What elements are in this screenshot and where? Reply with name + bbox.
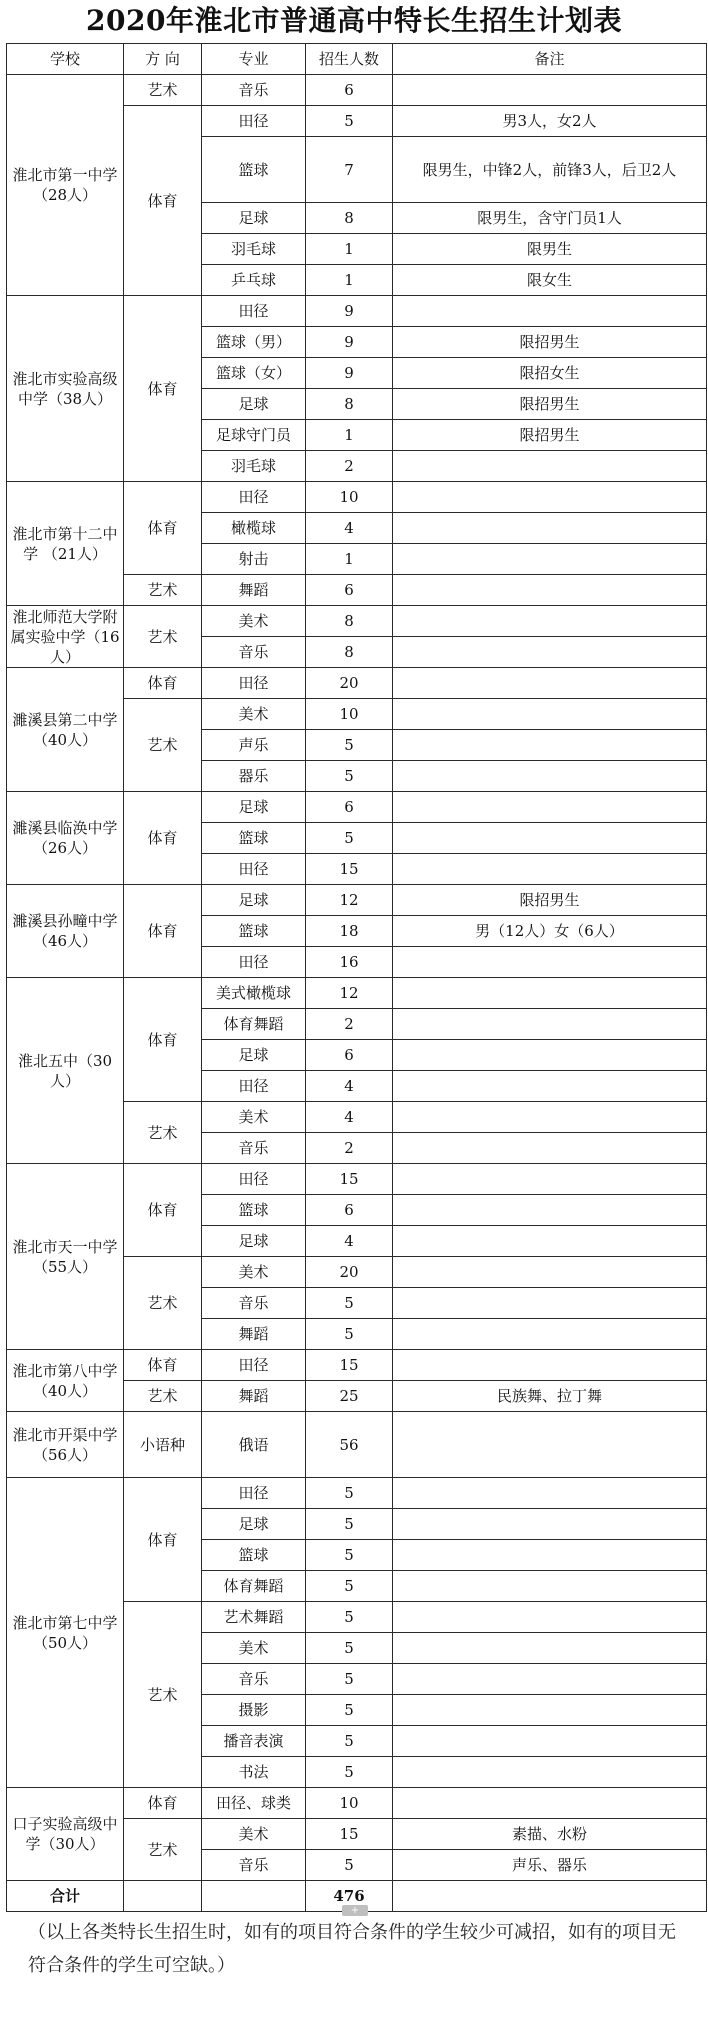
table-row <box>7 1788 707 1819</box>
count-cell: 5 <box>306 1664 393 1695</box>
major-cell: 篮球（女） <box>202 358 306 389</box>
count-cell: 8 <box>306 203 393 234</box>
note-cell <box>393 1164 707 1195</box>
note-cell <box>393 823 707 854</box>
count-cell: 8 <box>306 389 393 420</box>
note-cell <box>393 1695 707 1726</box>
major-cell: 音乐 <box>202 1288 306 1319</box>
direction-cell: 体育 <box>124 978 202 1102</box>
note-cell <box>393 1412 707 1478</box>
note-cell <box>393 637 707 668</box>
count-cell: 18 <box>306 916 393 947</box>
table-row <box>7 1164 707 1195</box>
footnote: （以上各类特长生招生时，如有的项目符合条件的学生较少可减招，如有的项目无符合条件的学生可空缺。） <box>28 1922 676 1976</box>
direction-cell: 体育 <box>124 482 202 575</box>
drag-handle[interactable] <box>342 1905 368 1916</box>
count-cell: 10 <box>306 482 393 513</box>
major-cell: 美术 <box>202 1633 306 1664</box>
note-cell <box>393 761 707 792</box>
count-cell: 1 <box>306 544 393 575</box>
major-cell: 舞蹈 <box>202 1381 306 1412</box>
direction-cell: 艺术 <box>124 1257 202 1350</box>
count-cell: 5 <box>306 761 393 792</box>
count-cell: 6 <box>306 75 393 106</box>
major-cell: 田径 <box>202 1071 306 1102</box>
total-count: 476 <box>306 1881 393 1912</box>
school-cell: 淮北市天一中学（55人） <box>7 1164 124 1350</box>
major-cell: 体育舞蹈 <box>202 1009 306 1040</box>
note-cell <box>393 1350 707 1381</box>
major-cell: 羽毛球 <box>202 234 306 265</box>
count-cell: 5 <box>306 106 393 137</box>
count-cell: 5 <box>306 823 393 854</box>
major-cell: 田径 <box>202 482 306 513</box>
note-cell <box>393 1195 707 1226</box>
count-cell: 4 <box>306 1226 393 1257</box>
note-cell <box>393 1226 707 1257</box>
major-cell: 足球守门员 <box>202 420 306 451</box>
direction-cell: 体育 <box>124 668 202 699</box>
major-cell: 篮球 <box>202 1195 306 1226</box>
major-cell: 足球 <box>202 1226 306 1257</box>
direction-cell: 艺术 <box>124 1602 202 1788</box>
count-cell: 20 <box>306 668 393 699</box>
major-cell: 体育舞蹈 <box>202 1571 306 1602</box>
direction-cell: 体育 <box>124 1788 202 1819</box>
note-cell <box>393 575 707 606</box>
note-cell <box>393 854 707 885</box>
major-cell: 书法 <box>202 1757 306 1788</box>
count-cell: 5 <box>306 1478 393 1509</box>
table-row <box>7 1350 707 1381</box>
count-cell: 10 <box>306 699 393 730</box>
note-cell <box>393 1319 707 1350</box>
note-cell <box>393 947 707 978</box>
major-cell: 田径 <box>202 947 306 978</box>
count-cell: 7 <box>306 137 393 203</box>
count-cell: 12 <box>306 978 393 1009</box>
header-count: 招生人数 <box>306 44 393 75</box>
direction-cell: 艺术 <box>124 1819 202 1881</box>
note-cell <box>393 451 707 482</box>
count-cell: 6 <box>306 1040 393 1071</box>
major-cell: 足球 <box>202 1040 306 1071</box>
count-cell: 15 <box>306 1819 393 1850</box>
direction-cell: 体育 <box>124 106 202 296</box>
note-cell <box>393 1257 707 1288</box>
note-cell: 素描、水粉 <box>393 1819 707 1850</box>
note-cell: 限男生 <box>393 234 707 265</box>
major-cell: 舞蹈 <box>202 1319 306 1350</box>
note-cell <box>393 699 707 730</box>
count-cell: 5 <box>306 1726 393 1757</box>
major-cell: 美式橄榄球 <box>202 978 306 1009</box>
school-cell: 濉溪县临涣中学（26人） <box>7 792 124 885</box>
header-major: 专业 <box>202 44 306 75</box>
major-cell: 田径 <box>202 1164 306 1195</box>
major-cell: 美术 <box>202 1819 306 1850</box>
direction-cell: 体育 <box>124 792 202 885</box>
note-cell <box>393 606 707 637</box>
header-note: 备注 <box>393 44 707 75</box>
major-cell: 羽毛球 <box>202 451 306 482</box>
note-cell: 限女生 <box>393 265 707 296</box>
note-cell <box>393 730 707 761</box>
note-cell: 声乐、器乐 <box>393 1850 707 1881</box>
count-cell: 5 <box>306 1288 393 1319</box>
school-cell: 濉溪县孙疃中学（46人） <box>7 885 124 978</box>
count-cell: 8 <box>306 606 393 637</box>
table-row <box>7 978 707 1009</box>
count-cell: 5 <box>306 1695 393 1726</box>
count-cell: 8 <box>306 637 393 668</box>
total-label: 合计 <box>7 1881 124 1912</box>
major-cell: 篮球 <box>202 137 306 203</box>
count-cell: 12 <box>306 885 393 916</box>
major-cell: 田径 <box>202 854 306 885</box>
table-row <box>7 482 707 513</box>
enrollment-plan-table <box>6 43 707 1912</box>
note-cell: 男（12人）女（6人） <box>393 916 707 947</box>
count-cell: 1 <box>306 234 393 265</box>
major-cell: 音乐 <box>202 1664 306 1695</box>
count-cell: 6 <box>306 1195 393 1226</box>
major-cell: 音乐 <box>202 1133 306 1164</box>
header-direction: 方 向 <box>124 44 202 75</box>
major-cell: 音乐 <box>202 1850 306 1881</box>
count-cell: 9 <box>306 296 393 327</box>
direction-cell: 艺术 <box>124 1381 202 1412</box>
note-cell: 男3人，女2人 <box>393 106 707 137</box>
note-cell <box>393 668 707 699</box>
table-row <box>7 1478 707 1509</box>
major-cell: 声乐 <box>202 730 306 761</box>
school-cell: 口子实验高级中学（30人） <box>7 1788 124 1881</box>
count-cell: 10 <box>306 1788 393 1819</box>
major-cell: 美术 <box>202 1257 306 1288</box>
major-cell: 足球 <box>202 792 306 823</box>
major-cell: 美术 <box>202 606 306 637</box>
note-cell: 限招男生 <box>393 420 707 451</box>
count-cell: 1 <box>306 420 393 451</box>
school-cell: 淮北市第七中学（50人） <box>7 1478 124 1788</box>
direction-cell: 体育 <box>124 1478 202 1602</box>
note-cell <box>393 1571 707 1602</box>
note-cell <box>393 1540 707 1571</box>
direction-cell: 体育 <box>124 1164 202 1257</box>
note-cell <box>393 1288 707 1319</box>
count-cell: 56 <box>306 1412 393 1478</box>
major-cell: 音乐 <box>202 75 306 106</box>
note-cell <box>393 296 707 327</box>
count-cell: 15 <box>306 854 393 885</box>
note-cell <box>393 1102 707 1133</box>
note-cell <box>393 1633 707 1664</box>
count-cell: 5 <box>306 1540 393 1571</box>
note-cell: 限招男生 <box>393 327 707 358</box>
table-body <box>7 44 707 1912</box>
note-cell: 民族舞、拉丁舞 <box>393 1381 707 1412</box>
count-cell: 5 <box>306 730 393 761</box>
major-cell: 橄榄球 <box>202 513 306 544</box>
count-cell: 4 <box>306 513 393 544</box>
note-cell: 限招女生 <box>393 358 707 389</box>
major-cell: 播音表演 <box>202 1726 306 1757</box>
note-cell <box>393 1040 707 1071</box>
school-cell: 淮北市开渠中学（56人） <box>7 1412 124 1478</box>
note-cell: 限招男生 <box>393 389 707 420</box>
major-cell: 摄影 <box>202 1695 306 1726</box>
count-cell: 9 <box>306 327 393 358</box>
major-cell: 足球 <box>202 1509 306 1540</box>
header-school: 学校 <box>7 44 124 75</box>
major-cell: 篮球 <box>202 1540 306 1571</box>
major-cell: 篮球（男） <box>202 327 306 358</box>
note-cell <box>393 1509 707 1540</box>
major-cell: 田径 <box>202 106 306 137</box>
major-cell: 美术 <box>202 1102 306 1133</box>
school-cell: 淮北市第一中学（28人） <box>7 75 124 296</box>
count-cell: 2 <box>306 1009 393 1040</box>
count-cell: 5 <box>306 1850 393 1881</box>
major-cell: 足球 <box>202 203 306 234</box>
count-cell: 16 <box>306 947 393 978</box>
major-cell: 俄语 <box>202 1412 306 1478</box>
note-cell <box>393 513 707 544</box>
table-row <box>7 792 707 823</box>
note-cell <box>393 792 707 823</box>
major-cell: 田径 <box>202 296 306 327</box>
note-cell <box>393 544 707 575</box>
school-cell: 淮北市第十二中学 （21人） <box>7 482 124 606</box>
note-cell: 限男生，含守门员1人 <box>393 203 707 234</box>
note-cell <box>393 1133 707 1164</box>
direction-cell: 体育 <box>124 296 202 482</box>
count-cell: 20 <box>306 1257 393 1288</box>
major-cell: 田径、球类 <box>202 1788 306 1819</box>
count-cell: 5 <box>306 1509 393 1540</box>
count-cell: 5 <box>306 1319 393 1350</box>
page-title: 2020年淮北市普通高中特长生招生计划表 <box>86 4 622 37</box>
note-cell <box>393 1071 707 1102</box>
total-empty-major <box>202 1881 306 1912</box>
count-cell: 25 <box>306 1381 393 1412</box>
note-cell <box>393 1664 707 1695</box>
plus-icon: + <box>350 1905 360 1916</box>
note-cell <box>393 1478 707 1509</box>
direction-cell: 艺术 <box>124 699 202 792</box>
major-cell: 射击 <box>202 544 306 575</box>
table-row <box>7 885 707 916</box>
school-cell: 淮北五中（30人） <box>7 978 124 1164</box>
major-cell: 篮球 <box>202 823 306 854</box>
direction-cell: 艺术 <box>124 575 202 606</box>
count-cell: 6 <box>306 575 393 606</box>
major-cell: 器乐 <box>202 761 306 792</box>
note-cell <box>393 482 707 513</box>
note-cell <box>393 978 707 1009</box>
count-cell: 2 <box>306 1133 393 1164</box>
count-cell: 5 <box>306 1633 393 1664</box>
table-row <box>7 75 707 106</box>
count-cell: 9 <box>306 358 393 389</box>
note-cell <box>393 1602 707 1633</box>
school-cell: 淮北市第八中学（40人） <box>7 1350 124 1412</box>
major-cell: 足球 <box>202 885 306 916</box>
direction-cell: 艺术 <box>124 606 202 668</box>
table-row <box>7 296 707 327</box>
note-cell <box>393 1788 707 1819</box>
count-cell: 2 <box>306 451 393 482</box>
count-cell: 15 <box>306 1350 393 1381</box>
count-cell: 5 <box>306 1602 393 1633</box>
major-cell: 篮球 <box>202 916 306 947</box>
major-cell: 乒乓球 <box>202 265 306 296</box>
total-empty-direction <box>124 1881 202 1912</box>
major-cell: 音乐 <box>202 637 306 668</box>
direction-cell: 艺术 <box>124 1102 202 1164</box>
table-row <box>7 668 707 699</box>
count-cell: 4 <box>306 1102 393 1133</box>
total-empty-note <box>393 1881 707 1912</box>
count-cell: 5 <box>306 1757 393 1788</box>
header-row <box>7 44 707 75</box>
note-cell <box>393 1009 707 1040</box>
major-cell: 田径 <box>202 1478 306 1509</box>
direction-cell: 艺术 <box>124 75 202 106</box>
table-row <box>7 1412 707 1478</box>
school-cell: 濉溪县第二中学（40人） <box>7 668 124 792</box>
school-cell: 淮北师范大学附属实验中学（16人） <box>7 606 124 668</box>
table-row <box>7 606 707 637</box>
major-cell: 田径 <box>202 1350 306 1381</box>
direction-cell: 小语种 <box>124 1412 202 1478</box>
direction-cell: 体育 <box>124 1350 202 1381</box>
major-cell: 田径 <box>202 668 306 699</box>
direction-cell: 体育 <box>124 885 202 978</box>
major-cell: 美术 <box>202 699 306 730</box>
note-cell <box>393 1757 707 1788</box>
count-cell: 1 <box>306 265 393 296</box>
note-cell: 限男生，中锋2人，前锋3人，后卫2人 <box>393 137 707 203</box>
count-cell: 6 <box>306 792 393 823</box>
note-cell: 限招男生 <box>393 885 707 916</box>
count-cell: 4 <box>306 1071 393 1102</box>
school-cell: 淮北市实验高级中学（38人） <box>7 296 124 482</box>
major-cell: 艺术舞蹈 <box>202 1602 306 1633</box>
major-cell: 足球 <box>202 389 306 420</box>
major-cell: 舞蹈 <box>202 575 306 606</box>
note-cell <box>393 1726 707 1757</box>
count-cell: 5 <box>306 1571 393 1602</box>
count-cell: 15 <box>306 1164 393 1195</box>
note-cell <box>393 75 707 106</box>
